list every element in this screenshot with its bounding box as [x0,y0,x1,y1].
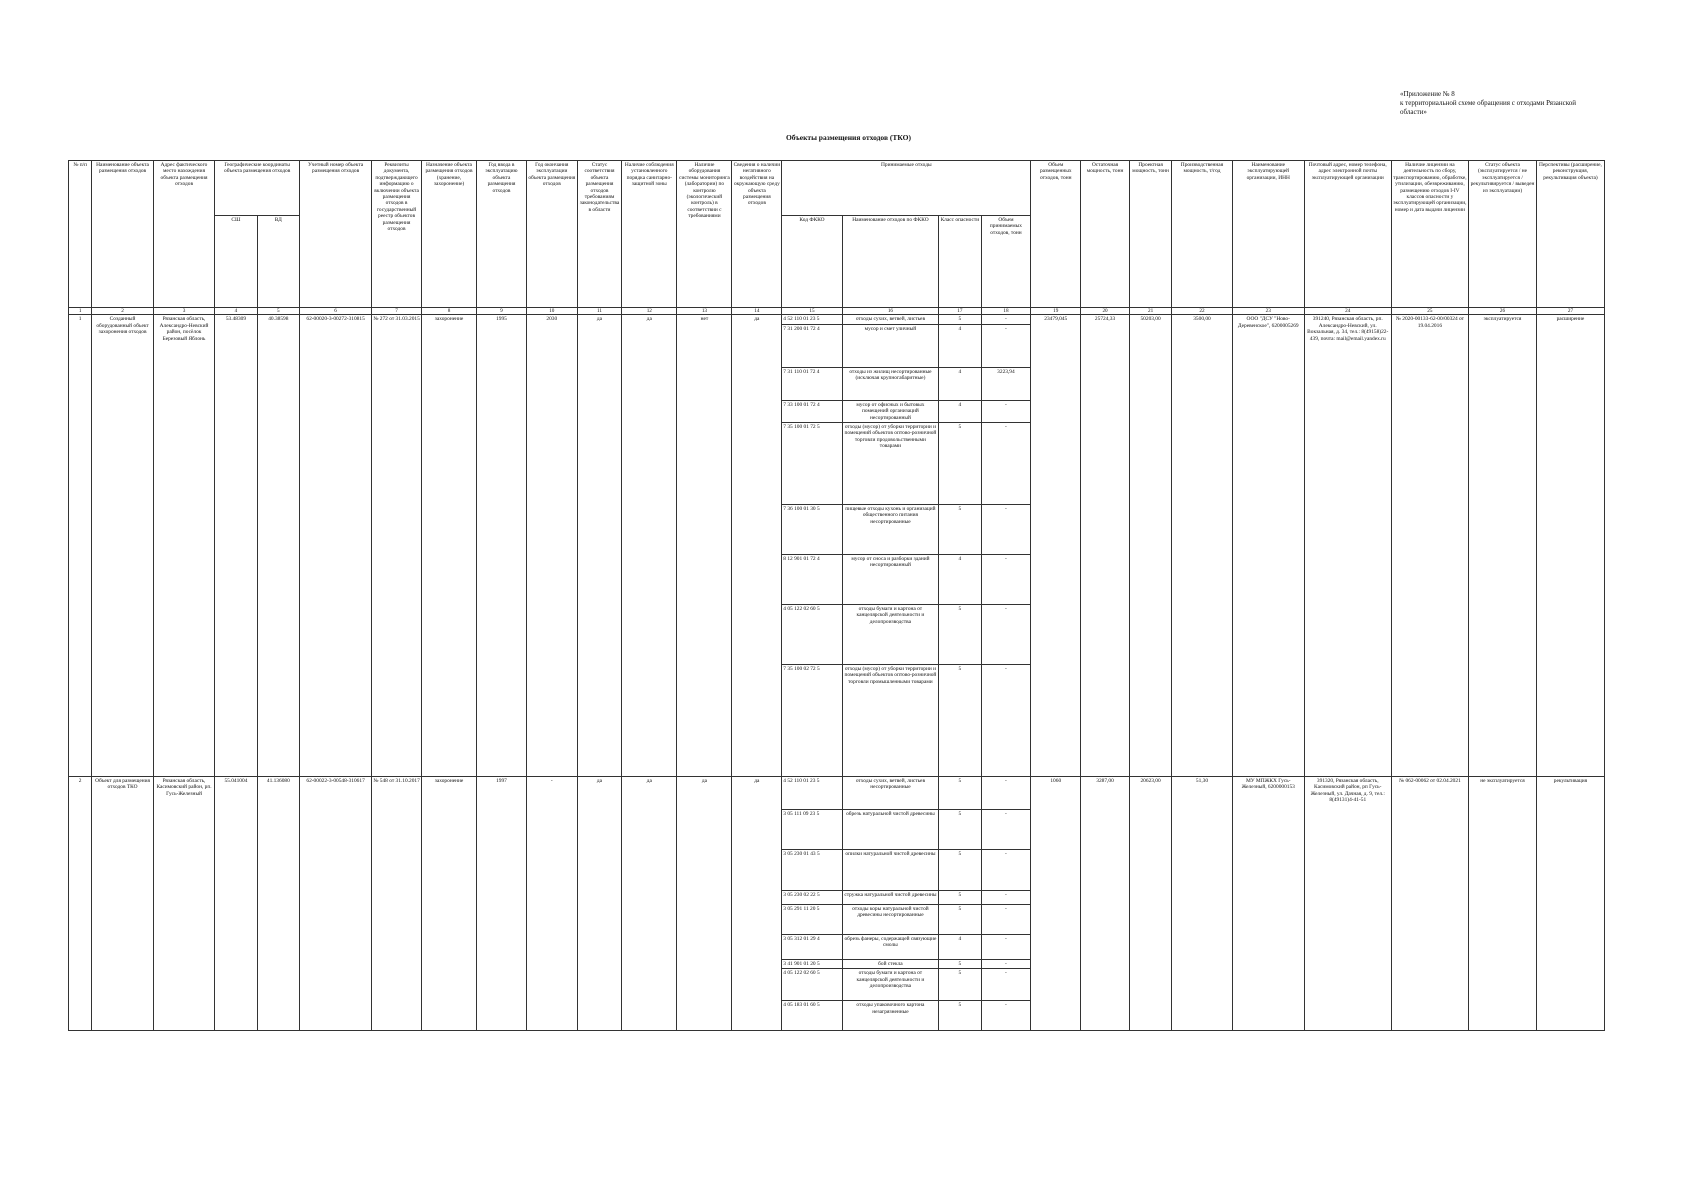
header-prospects: Перспективы (расширение, реконструкция, рекультивация объекта) [1536,161,1604,308]
waste-volume: - [981,969,1031,1001]
column-number: 3 [153,308,214,315]
waste-fkko-code: 3 41 901 01 20 5 [782,960,842,969]
waste-hazard-class: 5 [939,665,981,777]
header-impact: Сведения о наличии негативного воздействия на окружающую среду объекта размещения отходов [732,161,782,308]
header-design: Проектная мощность, тонн [1129,161,1171,308]
object-registration-number: 62-00020-3-00272-310815 [300,315,372,777]
object-latitude: 53.48309 [215,315,257,777]
waste-hazard-class: 5 [939,1001,981,1031]
header-waste-volume: Объем принимаемых отходов, тонн [981,216,1031,308]
waste-fkko-code: 4 05 122 02 60 5 [782,605,842,665]
appendix-line: к территориальной схеме обращения с отходами Рязанской [1400,99,1577,107]
waste-volume: - [981,810,1031,850]
waste-volume: - [981,423,1031,505]
column-number: 2 [92,308,153,315]
header-coordinates: Географические координаты объекта размещения отходов [215,161,300,216]
header-fkko-code: Код ФККО [782,216,842,308]
waste-hazard-class: 5 [939,960,981,969]
waste-fkko-name: отходы (мусор) от уборки территории и помещений объектов оптово-розничной торговли продовольственными товарами [842,423,938,505]
header-year-end: Год окончания эксплуатации объекта размещения отходов [526,161,577,308]
object-impact: да [732,777,782,1031]
waste-fkko-name: отходы упаковочного картона незагрязненные [842,1001,938,1031]
waste-hazard-class: 4 [939,400,981,422]
header-residual: Остаточная мощность, тонн [1081,161,1130,308]
waste-volume: - [981,850,1031,891]
object-name: Объект для размещения отходов ТКО [92,777,153,1031]
object-license: № 2020-00133-62-00/00324 от 19.04.2016 [1391,315,1468,777]
waste-fkko-code: 3 05 312 01 29 4 [782,935,842,960]
object-productive-capacity: 3500,00 [1172,315,1232,777]
column-number: 20 [1081,308,1130,315]
waste-hazard-class: 4 [939,367,981,400]
waste-fkko-code: 3 05 230 01 43 5 [782,850,842,891]
object-address: Рязанская область, Касимовский район, рп. Гусь-Железный [153,777,214,1031]
waste-volume: - [981,665,1031,777]
column-number: 7 [372,308,422,315]
page-title: Объекты размещения отходов (ТКО) [785,133,912,142]
column-number: 9 [477,308,527,315]
waste-fkko-code: 7 35 100 01 72 5 [782,423,842,505]
appendix-line: «Приложение № 8 [1400,90,1455,98]
waste-fkko-code: 4 52 110 01 23 5 [782,315,842,324]
column-number: 17 [939,308,981,315]
waste-fkko-name: отходы (мусор) от уборки территории и помещений объектов оптово-розничной торговли промышленными товарами [842,665,938,777]
waste-fkko-code: 4 05 183 01 60 5 [782,1001,842,1031]
header-purpose: Назначение объекта размещения отходов (хранение, захоронение) [421,161,476,308]
column-number: 13 [677,308,732,315]
header-compliance: Статус соответствия объекта размещения отходов требованиям законодательства в области [577,161,622,308]
object-status: не эксплуатируется [1469,777,1537,1031]
object-residual-capacity: 25724,33 [1081,315,1130,777]
column-number: 8 [421,308,476,315]
waste-fkko-code: 3 05 111 09 23 5 [782,810,842,850]
waste-volume: - [981,1001,1031,1031]
object-compliance: да [577,777,622,1031]
waste-hazard-class: 5 [939,850,981,891]
header-fkko-name: Наименование отходов по ФККО [842,216,938,308]
waste-hazard-class: 4 [939,935,981,960]
header-placed: Объем размещенных отходов, тонн [1031,161,1081,308]
object-license: № 062-00062 от 02.04.2021 [1391,777,1468,1031]
waste-volume: 3223,94 [981,367,1031,400]
waste-hazard-class: 5 [939,315,981,324]
object-operator: МУ МПЖКХ Гусь-Железный, 6200000153 [1232,777,1304,1031]
header-status: Статус объекта (эксплуатируется / не эксплуатируется / рекультивируется / выведен из эксплуатации) [1469,161,1537,308]
column-number: 18 [981,308,1031,315]
waste-fkko-name: отходы сухих, ветвей, листьев несортированные [842,777,938,810]
waste-hazard-class: 5 [939,777,981,810]
waste-fkko-code: 3 05 230 02 22 5 [782,891,842,905]
object-status: эксплуатируется [1469,315,1537,777]
object-design-capacity: 20623,00 [1129,777,1171,1031]
waste-hazard-class: 5 [939,905,981,935]
waste-fkko-name: бой стекла [842,960,938,969]
header-lat: СШ [215,216,257,308]
object-year-start: 1997 [477,777,527,1031]
column-number: 5 [257,308,299,315]
column-number: 16 [842,308,938,315]
column-numbers-row [69,308,1605,315]
waste-fkko-code: 7 33 100 01 72 4 [782,400,842,422]
waste-fkko-code: 3 05 291 11 20 5 [782,905,842,935]
header-monitoring: Наличие оборудования системы мониторинга (лаборатории) по контролю (экологический контроль) в соответствии с требованиями [677,161,732,308]
waste-volume: - [981,505,1031,555]
column-number: 15 [782,308,842,315]
waste-hazard-class: 5 [939,605,981,665]
header-operator: Наименование эксплуатирующей организации, ИНН [1232,161,1304,308]
appendix-line: области» [1400,108,1427,116]
header-no: № п/п [69,161,92,308]
column-number: 27 [1536,308,1604,315]
waste-hazard-class: 5 [939,423,981,505]
header-year-start: Год ввода в эксплуатацию объекта размещения отходов [477,161,527,308]
column-number: 11 [577,308,622,315]
object-monitoring: нет [677,315,732,777]
column-number: 12 [622,308,677,315]
waste-volume: - [981,324,1031,367]
waste-volume: - [981,400,1031,422]
header-contacts: Почтовый адрес, номер телефона, адрес электронной почты эксплуатирующей организации [1304,161,1391,308]
header-doc: Реквизиты документа, подтверждающего информацию о включении объекта размещения отходов в государственный реестр объектов размещения отходов [372,161,422,308]
header-sanitary-zone: Наличие соблюдения установленного порядка санитарно-защитной зоны [622,161,677,308]
object-name: Созданный оборудованный объект захоронения отходов [92,315,153,777]
header-hazard-class: Класс опасности [939,216,981,308]
object-registration-number: 62-00022-3-00548-310617 [300,777,372,1031]
column-number: 4 [215,308,257,315]
waste-hazard-class: 5 [939,969,981,1001]
waste-fkko-code: 7 31 110 01 72 4 [782,367,842,400]
object-monitoring: да [677,777,732,1031]
column-number: 1 [69,308,92,315]
waste-fkko-code: 8 12 901 01 72 4 [782,555,842,605]
column-number: 26 [1469,308,1537,315]
waste-fkko-name: стружка натуральной чистой древесины [842,891,938,905]
waste-volume: - [981,935,1031,960]
waste-volume: - [981,777,1031,810]
waste-fkko-code: 4 52 110 01 23 5 [782,777,842,810]
waste-fkko-code: 7 36 100 01 30 5 [782,505,842,555]
waste-volume: - [981,905,1031,935]
object-design-capacity: 50203,00 [1129,315,1171,777]
object-address: Рязанская область, Александро-Невский район, посёлок Березовый Яблонь [153,315,214,777]
column-number: 19 [1031,308,1081,315]
object-purpose: захоронение [421,777,476,1031]
column-number: 6 [300,308,372,315]
object-year-end: - [526,777,577,1031]
object-prospects: расширение [1536,315,1604,777]
header-license: Наличие лицензии на деятельность по сбору, транспортированию, обработке, утилизации, обезвреживанию, размещению отходов I-IV классов опасности у эксплуатирующей организации, номер и дата выдачи лицензии [1391,161,1468,308]
waste-volume: - [981,960,1031,969]
object-prospects: рекультивация [1536,777,1604,1031]
object-registry-document: № 548 от 31.10.2017 [372,777,422,1031]
object-longitude: 40.38598 [257,315,299,777]
waste-hazard-class: 5 [939,505,981,555]
column-number: 25 [1391,308,1468,315]
waste-hazard-class: 4 [939,555,981,605]
waste-volume: - [981,605,1031,665]
waste-fkko-name: мусор и смет уличный [842,324,938,367]
header-row [69,161,1605,216]
column-number: 24 [1304,308,1391,315]
object-registry-document: № 272 от 31.03.2015 [372,315,422,777]
object-compliance: да [577,315,622,777]
waste-fkko-code: 7 31 200 01 72 4 [782,324,842,367]
waste-hazard-class: 5 [939,810,981,850]
waste-hazard-class: 4 [939,324,981,367]
header-name: Наименование объекта размещения отходов [92,161,153,308]
waste-fkko-name: отходы сухих, ветвей, листьев [842,315,938,324]
object-year-start: 1995 [477,315,527,777]
waste-fkko-name: обрезь фанеры, содержащей связующие смолы [842,935,938,960]
waste-fkko-code: 4 05 122 02 60 5 [782,969,842,1001]
object-row [69,777,1605,810]
waste-volume: - [981,315,1031,324]
object-productive-capacity: 51,30 [1172,777,1232,1031]
waste-hazard-class: 5 [939,891,981,905]
object-row [69,315,1605,324]
column-number: 23 [1232,308,1304,315]
column-number: 22 [1172,308,1232,315]
waste-fkko-name: пищевые отходы кухонь и организаций общественного питания несортированные [842,505,938,555]
waste-volume: - [981,555,1031,605]
object-residual-capacity: 3287,00 [1081,777,1130,1031]
object-number: 1 [69,315,92,777]
waste-fkko-name: опилки натуральной чистой древесины [842,850,938,891]
waste-fkko-code: 7 35 100 02 72 5 [782,665,842,777]
appendix-note [1400,90,1610,117]
object-operator-contacts: 391240, Рязанская область, рп. Александро-Невский, ул. Вокзальная, д. 34, тел.: 8(49158)22-439, почта: mail@email.yandex.ru [1304,315,1391,777]
waste-fkko-name: отходы из жилищ несортированные (исключая крупногабаритные) [842,367,938,400]
object-sanitary-zone: да [622,315,677,777]
waste-fkko-name: мусор от офисных и бытовых помещений организаций несортированный [842,400,938,422]
header-reg-no: Учетный номер объекта размещения отходов [300,161,372,308]
object-placed-volume: 1060 [1031,777,1081,1031]
object-number: 2 [69,777,92,1031]
header-productive: Производственная мощность, т/год [1172,161,1232,308]
object-operator-contacts: 391320, Рязанская область, Касимовский район, рп Гусь-Железный, ул. Дачная, д. 9, тел.: 8(49131)4-41-51 [1304,777,1391,1031]
object-longitude: 41.136080 [257,777,299,1031]
object-impact: да [732,315,782,777]
waste-fkko-name: отходы бумаги и картона от канцелярской деятельности и делопроизводства [842,969,938,1001]
waste-fkko-name: мусор от сноса и разборки зданий несортированный [842,555,938,605]
object-placed-volume: 23479,045 [1031,315,1081,777]
object-purpose: захоронение [421,315,476,777]
object-operator: ООО "ДСУ "Ново-Деревенское", 6200005269 [1232,315,1304,777]
object-sanitary-zone: да [622,777,677,1031]
column-number: 21 [1129,308,1171,315]
waste-fkko-name: отходы коры натуральной чистой древесины несортированные [842,905,938,935]
header-accepted-waste: Принимаемые отходы [782,161,1031,216]
column-number: 10 [526,308,577,315]
column-number: 14 [732,308,782,315]
object-year-end: 2030 [526,315,577,777]
header-lon: ВД [257,216,299,308]
waste-objects-table [68,160,1605,1031]
waste-volume: - [981,891,1031,905]
object-latitude: 55.041004 [215,777,257,1031]
header-address: Адрес фактического место нахождения объекта размещения отходов [153,161,214,308]
waste-fkko-name: обрезь натуральной чистой древесины [842,810,938,850]
waste-fkko-name: отходы бумаги и картона от канцелярской деятельности и делопроизводства [842,605,938,665]
